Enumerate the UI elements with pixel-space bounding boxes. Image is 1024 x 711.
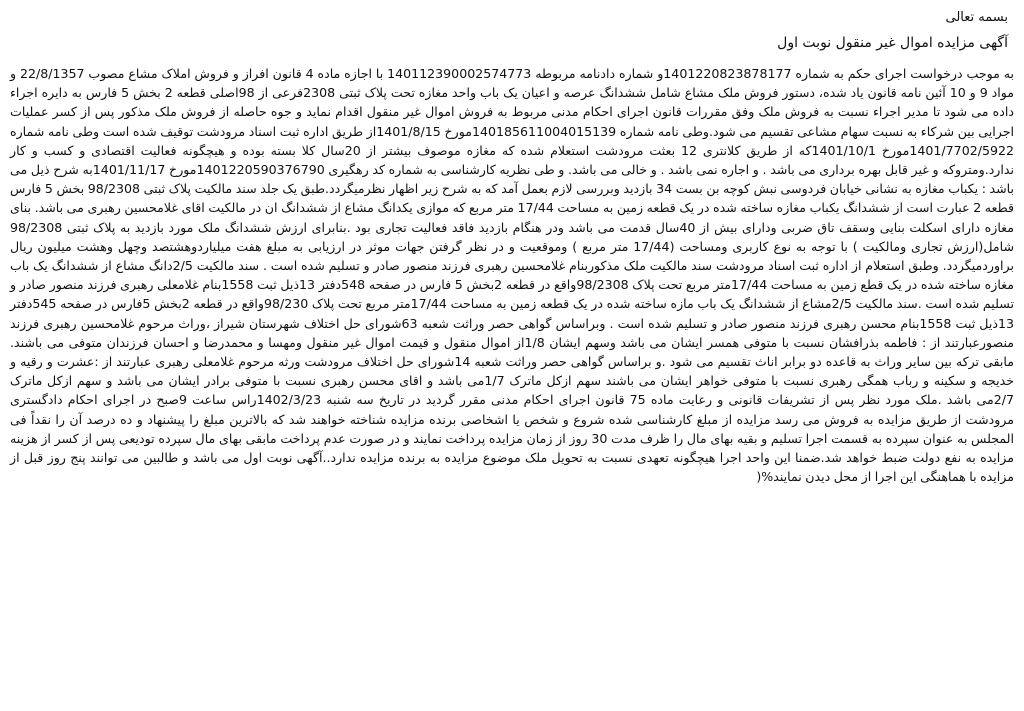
document-title: آگهی مزایده اموال غیر منقول نوبت اول [777,35,1008,51]
document-body: به موجب درخواست اجرای حکم به شماره 1401220823878177و شماره دادنامه مربوطه 14011239000257477‌3 با اجازه ماده 4 قانون افراز و فروش املاک مشاع مصوب 22/8/1357 و مواد 9 و 10 آئین نامه قانون یاد شده، دستور فروش ملک مشاع شامل ششدانگ عرصه و اعیان یک باب واحد مغازه تحت پلاک ثبتی 2308فرعی از 98اصلی قطعه 2 بخش 5 فارس به دایره اجراء داده می شود تا مدیر اجراء نسبت به فروش ملک وفق مقررات قانون اجرای احکام مدنی مربوط به فروش اموال غیر منقول اقدام نماید و جوه حاصله از فروش ملک مذکور پس از کسر عملیات اجرایی بین شرکاء به نسبت سهام مشاعی تقسیم می شود.وطی نامه شماره 140185611004015139مورخ 1401/8/15از طریق اداره ثبت اسناد مرودشت توقیف شده است وطی نامه شماره 1401/7702/5922مورخ 1401/10/1که از طریق کلانتری 12 بعثت مرودشت استعلام شده که مغازه موصوف بیشتر از 20سال کلا بسته بوده و هیچگونه فعالیت اقتصادی و کسب و کار ندارد.ومتروکه و غیر قابل بهره برداری می باشد . و اجاره نمی باشد . و خالی می باشد. و طی نظریه کارشناسی به شماره کد رهگیری 1401220590376790مورخ 1401/11/17به شرح ذیل می باشد : یکباب مغازه به نشانی خیابان فردوسی نبش کوچه بن بست 34 بازدید وبررسی لازم بعمل آمد که به شرح زیر اظهار نظرمیگردد.طبق یک جلد سند مالکیت پلاک ثبتی 98/2308 بخش 5 فارس قطعه 2 عبارت است از ششدانگ یکباب مغازه ساخته شده در یک قطعه زمین به مساحت 17/44 متر مربع که موازی یکدانگ مشاع از ششدانگ ان در مالکیت اقای غلامحسین رهبری می باشد. بنای مغازه دارای اسکلت بنایی وسقف تاق ضربی ودارای بیش از 40سال قدمت می باشد ودر هنگام بازدید فاقد فعالیت تجاری بود .بنابرای ارزش ششدانگ ملک مورد بازدید به پلاک ثبتی 98/2308 شامل(ارزش تجاری ومالکیت ) با توجه به نوع کاربری ومساحت (17/44 متر مربع ) وموقعیت و در نظر گرفتن جهات موثر در ارزیابی به مبلغ هفت میلیاردوهشتصد وچهل وهشت میلیون ریال براوردمیگردد. وطبق استعلام از اداره ثبت اسناد مرودشت سند مالکیت ملک مذکوربنام غلامحسین رهبری فرزند منصور صادر و تسلیم شده است . سند مالکیت 2/5دانگ مشاع از ششدانگ یک باب مغازه ساخته شده در یک قطع زمین به مساحت 17/44متر مربع تحت پلاک 98/2308واقع در قطعه 2بخش 5 فارس در صفحه 548دفتر 13ذیل ثبت 1558بنام غلامعلی رهبری فرزند منصور صادر و تسلیم شده است .سند مالکیت 2/5مشاع از ششدانگ یک باب مازه ساخته شده در یک قطعه زمین به مساحت 17/44متر مربع تحت پلاک 98/230واقع در قطعه 2بخش 5فارس در صفحه 545دفتر 13ذیل ثبت 1558بنام محسن رهبری فرزند منصور صادر و تسلیم شده است . وبراساس گواهی حصر وراثت شعبه 63شورای حل اختلاف شهرستان شیراز ،وراث مرحوم غلامحسین رهبری فرزند منصورعبارتند از : فاطمه بذرافشان نسبت با متوفی همسر ایشان می باشد وسهم ایشان 1/8از اموال منقول و قیمت اموال غیر منقول ومهسا و محمدرضا و احسان فرزندان متوفی می باشند. مابقی ترکه بین سایر وراث به قاعده دو برابر اناث تقسیم می شود .و براساس گواهی حصر وراثت شعبه 14شورای حل اختلاف مرودشت ورثه مرحوم غلامعلی رهبری عبارتند از :عشرت و رقیه و خدیجه و سکینه و رباب همگی رهبری نسبت با متوفی خواهر ایشان می باشند سهم ازکل ماترک 1/7می باشد و اقای محسن رهبری نسبت با متوفی برادر ایشان می باشد و سهم ازکل ماترک 2/7می باشد .ملک مورد نظر پس از تشریفات قانونی و رعایت ماده 75 قانون اجرای احکام مدنی مقرر گردید در تاریخ سه شنبه 1402/3/23راس ساعت 9صبح در اجرای احکام دادگستری مرودشت از طریق مزایده به فروش می رسد مزایده از مبلغ کارشناسی شده شروع و شخص یا اشخاصی برنده مزایده شناخته خواهند شد که بالاترین مبلغ را پیشنهاد و ده درصد آن را نقداً فی المجلس به عنوان سپرده به قسمت اجرا تسلیم و بقیه بهای مال را ظرف مدت 30 روز از زمان مزایده پرداخت نمایند و در صورت عدم پرداخت مابقی بهای مال سپرده تودیعی پس از کسر از هزینه مزایده به نفع دولت ضبط خواهد شد.ضمنا این واحد اجرا هیچگونه تعهدی نسبت به تحویل ملک موضوع مزایده به برنده مزایده ندارد..آگهی نوبت اول می باشد و طالبین می توانند پنج روز قبل از مزایده با هماهنگی این اجرا از محل دیدن نمایند%( [10,66,1015,485]
document-heading: بسمه تعالی [945,10,1008,25]
